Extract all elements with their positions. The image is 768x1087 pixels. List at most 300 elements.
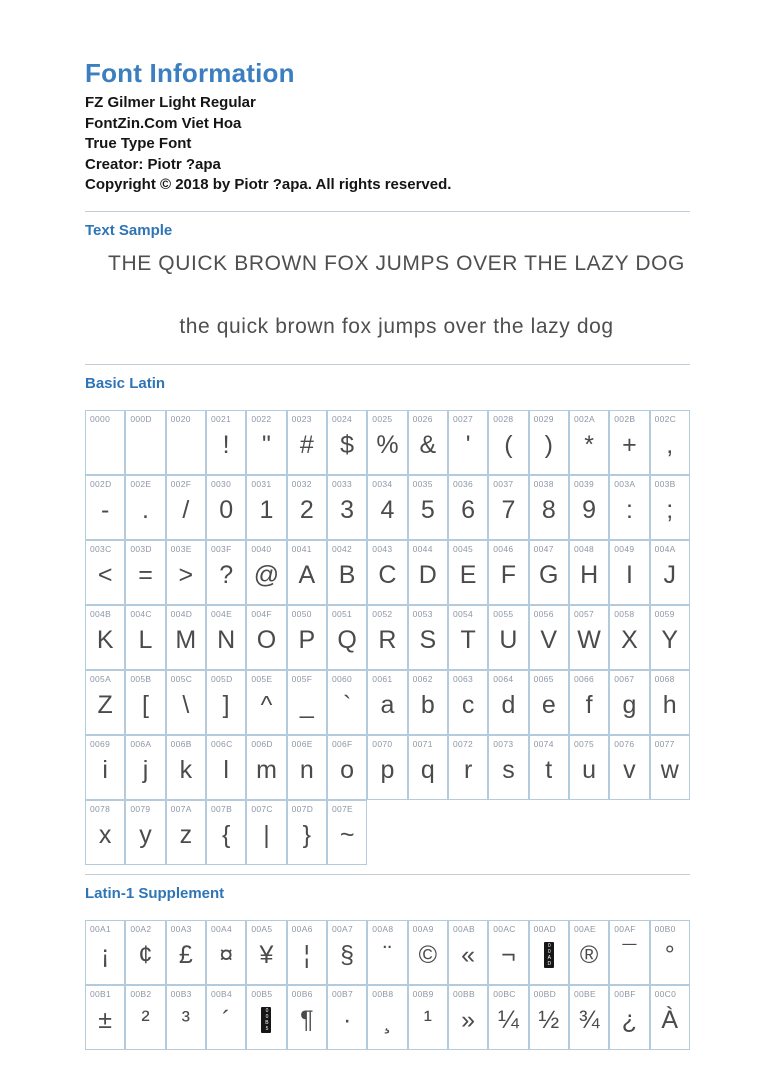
codepoint-label: 002B: [614, 413, 636, 424]
glyph-cell: [609, 985, 649, 1050]
glyph-cell: [569, 540, 609, 605]
glyph-cell: [287, 800, 327, 865]
glyph-cell: [327, 605, 367, 670]
glyph: ¿: [621, 1005, 638, 1034]
glyph: O: [256, 625, 277, 654]
glyph-cell: [569, 735, 609, 800]
glyph: H: [580, 560, 599, 589]
glyph: ~: [339, 820, 355, 849]
glyph-cell: [448, 985, 488, 1050]
codepoint-label: 0036: [452, 478, 474, 489]
glyph: ¸: [383, 1005, 392, 1034]
codepoint-label: 0055: [493, 608, 514, 619]
codepoint-label: 0040: [251, 543, 272, 554]
glyph: j: [142, 755, 149, 784]
codepoint-label: 0061: [372, 673, 393, 684]
glyph: J: [663, 560, 676, 589]
glyph-cell: [125, 735, 165, 800]
codepoint-label: 007E: [331, 803, 354, 814]
glyph: _: [299, 690, 314, 719]
codepoint-label: 0051: [331, 608, 353, 619]
codepoint-label: 0028: [493, 413, 514, 424]
glyph-cell: [206, 735, 246, 800]
codepoint-label: 007B: [210, 803, 233, 814]
glyph-cell: [166, 540, 206, 605]
glyph: ½: [538, 1005, 560, 1034]
glyph: ': [465, 430, 471, 459]
codepoint-label: 0047: [533, 543, 554, 554]
glyph-cell: [609, 735, 649, 800]
glyph-cell: [287, 475, 327, 540]
codepoint-label: 004F: [251, 608, 272, 619]
codepoint-label: 00A2: [130, 923, 152, 934]
glyph-cell: [488, 605, 528, 670]
glyph-cell: [529, 920, 569, 985]
section-heading: Text Sample: [85, 221, 173, 239]
codepoint-label: 00B3: [170, 988, 192, 999]
glyph-cell: [367, 985, 407, 1050]
codepoint-label: 006A: [130, 738, 152, 749]
codepoint-label: 002E: [130, 478, 152, 489]
glyph-cell: [488, 985, 528, 1050]
glyph-cell: [246, 670, 286, 735]
glyph: Q: [337, 625, 357, 654]
glyph: «: [461, 940, 476, 969]
glyph-cell: [529, 540, 569, 605]
codepoint-label: 0030: [210, 478, 232, 489]
font-creator: Creator: Piotr ?apa: [85, 155, 221, 173]
glyph-cell: [488, 920, 528, 985]
glyph: k: [179, 755, 193, 784]
glyph: c: [461, 690, 475, 719]
codepoint-label: 005A: [90, 673, 112, 684]
glyph: W: [577, 625, 601, 654]
table-row: [85, 475, 690, 540]
codepoint-label: 006D: [251, 738, 273, 749]
glyph-cell: [166, 475, 206, 540]
codepoint-label: 004E: [210, 608, 233, 619]
glyph-cell: [650, 735, 690, 800]
glyph: i: [102, 755, 108, 784]
glyph: ¢: [138, 940, 153, 969]
glyph-cell: [125, 920, 165, 985]
codepoint-label: 000D: [130, 413, 152, 424]
codepoint-label: 0050: [291, 608, 312, 619]
glyph: ): [544, 430, 553, 459]
glyph: ¬: [501, 940, 516, 969]
glyph: v: [623, 755, 636, 784]
glyph: L: [138, 625, 153, 654]
table-row: [85, 800, 690, 865]
codepoint-label: 004A: [654, 543, 676, 554]
glyph: S: [419, 625, 437, 654]
glyph: q: [420, 755, 435, 784]
glyph-cell: [246, 735, 286, 800]
glyph-cell: [650, 920, 690, 985]
glyph-cell: [206, 985, 246, 1050]
codepoint-label: 0037: [493, 478, 514, 489]
glyph-cell: [569, 605, 609, 670]
glyph-cell: [569, 475, 609, 540]
codepoint-label: 00A7: [331, 923, 354, 934]
latin1-supplement-section: [85, 886, 690, 1050]
glyph-cell: [287, 605, 327, 670]
glyph-cell: [529, 605, 569, 670]
glyph-cell: [488, 410, 528, 475]
glyph: ;: [666, 495, 674, 524]
missing-glyph-box: 00B5: [261, 1007, 271, 1033]
glyph-cell: [85, 800, 125, 865]
glyph: Y: [661, 625, 679, 654]
glyph-cell: [246, 540, 286, 605]
glyph: F: [500, 560, 517, 589]
glyph: <: [97, 560, 113, 589]
glyph: >: [178, 560, 194, 589]
glyph-cell: [488, 475, 528, 540]
table-row: [85, 540, 690, 605]
glyph-cell: [448, 735, 488, 800]
glyph-cell: [125, 410, 165, 475]
codepoint-label: 0074: [533, 738, 554, 749]
codepoint-label: 00B8: [372, 988, 394, 999]
glyph-cell: [529, 475, 569, 540]
glyph-cell: [85, 605, 125, 670]
glyph-cell: [408, 670, 448, 735]
glyph: !: [222, 430, 230, 459]
glyph: y: [139, 820, 152, 849]
codepoint-label: 0025: [372, 413, 393, 424]
codepoint-label: 00A4: [210, 923, 233, 934]
glyph-cell: [327, 475, 367, 540]
codepoint-label: 00AF: [614, 923, 636, 934]
glyph: .: [142, 495, 149, 524]
glyph-cell: [206, 920, 246, 985]
codepoint-label: 0000: [90, 413, 111, 424]
codepoint-label: 0052: [372, 608, 393, 619]
glyph: I: [625, 560, 633, 589]
divider: [85, 874, 690, 875]
glyph-cell: [287, 670, 327, 735]
glyph-cell: [609, 410, 649, 475]
glyph: G: [539, 560, 559, 589]
codepoint-label: 007D: [291, 803, 314, 814]
codepoint-label: 0044: [412, 543, 433, 554]
codepoint-label: 0077: [654, 738, 675, 749]
glyph-cell: [367, 605, 407, 670]
codepoint-label: 00B6: [291, 988, 313, 999]
glyph: P: [298, 625, 316, 654]
glyph: ¼: [498, 1005, 519, 1034]
glyph: A: [298, 560, 316, 589]
codepoint-label: 00C0: [654, 988, 677, 999]
glyph: d: [501, 690, 516, 719]
glyph: K: [96, 625, 114, 654]
glyph-table: [85, 410, 690, 865]
codepoint-label: 0063: [452, 673, 474, 684]
glyph: ¶: [300, 1005, 314, 1034]
codepoint-label: 006F: [331, 738, 353, 749]
codepoint-label: 00A9: [412, 923, 434, 934]
codepoint-label: 0022: [251, 413, 272, 424]
glyph: +: [622, 430, 637, 459]
codepoint-label: 0045: [452, 543, 474, 554]
glyph: 9: [582, 495, 597, 524]
codepoint-label: 003E: [170, 543, 192, 554]
codepoint-label: 0071: [412, 738, 433, 749]
glyph: 6: [461, 495, 476, 524]
glyph: U: [499, 625, 518, 654]
glyph-cell: [287, 540, 327, 605]
glyph-cell: [488, 540, 528, 605]
glyph-cell: [448, 605, 488, 670]
glyph-cell: [246, 475, 286, 540]
glyph: ]: [222, 690, 230, 719]
codepoint-label: 0068: [654, 673, 675, 684]
glyph-cell: [166, 800, 206, 865]
glyph-cell: [206, 670, 246, 735]
codepoint-label: 006B: [170, 738, 192, 749]
glyph: \: [182, 690, 190, 719]
codepoint-label: 0064: [493, 673, 514, 684]
glyph-cell: [529, 735, 569, 800]
glyph-cell: [246, 800, 286, 865]
glyph-cell: [166, 735, 206, 800]
codepoint-label: 00A8: [372, 923, 394, 934]
glyph-cell: [246, 920, 286, 985]
glyph: @: [253, 560, 280, 589]
glyph-cell: [609, 670, 649, 735]
glyph: =: [138, 560, 153, 589]
glyph-cell: [448, 670, 488, 735]
glyph-cell: [125, 800, 165, 865]
glyph: 1: [259, 495, 274, 524]
glyph-cell: [408, 920, 448, 985]
codepoint-label: 0065: [533, 673, 554, 684]
codepoint-label: 0043: [372, 543, 393, 554]
codepoint-label: 0049: [614, 543, 635, 554]
glyph: ,: [666, 430, 674, 459]
glyph-cell: [206, 475, 246, 540]
codepoint-label: 0053: [412, 608, 433, 619]
codepoint-label: 0026: [412, 413, 433, 424]
glyph: (: [504, 430, 513, 459]
glyph: §: [340, 940, 355, 969]
glyph: ¤: [219, 940, 234, 969]
glyph-cell: [650, 670, 690, 735]
glyph: $: [340, 430, 355, 459]
glyph: ¦: [303, 940, 311, 969]
glyph: l: [223, 755, 229, 784]
glyph: 0: [219, 495, 234, 524]
codepoint-label: 0035: [412, 478, 433, 489]
codepoint-label: 00A1: [90, 923, 112, 934]
glyph: 7: [501, 495, 516, 524]
glyph: [126, 427, 164, 474]
glyph-cell: [448, 410, 488, 475]
codepoint-label: 00B0: [654, 923, 676, 934]
glyph: Z: [97, 690, 113, 719]
codepoint-label: 0027: [452, 413, 474, 424]
glyph-cell: [569, 920, 609, 985]
codepoint-label: 0034: [372, 478, 393, 489]
glyph: b: [420, 690, 435, 719]
glyph-cell: [125, 985, 165, 1050]
codepoint-label: 0075: [573, 738, 595, 749]
glyph: ?: [219, 560, 234, 589]
codepoint-label: 0046: [493, 543, 514, 554]
codepoint-label: 00B2: [130, 988, 152, 999]
glyph: [247, 1002, 285, 1049]
glyph-cell: [609, 920, 649, 985]
glyph-cell: [166, 985, 206, 1050]
glyph: h: [662, 690, 677, 719]
glyph-cell: [448, 920, 488, 985]
font-type: True Type Font: [85, 135, 192, 153]
glyph: »: [461, 1005, 476, 1034]
glyph: ´: [221, 1005, 231, 1034]
codepoint-label: 002F: [170, 478, 192, 489]
glyph-cell: [287, 735, 327, 800]
glyph-cell: [85, 410, 125, 475]
codepoint-label: 00A3: [170, 923, 192, 934]
codepoint-label: 00B7: [331, 988, 354, 999]
glyph: s: [502, 755, 515, 784]
section-heading: Basic Latin: [85, 374, 166, 392]
codepoint-label: 00AE: [573, 923, 596, 934]
glyph-cell: [650, 605, 690, 670]
glyph-cell: [327, 410, 367, 475]
glyph-cell: [609, 540, 649, 605]
glyph: `: [342, 690, 352, 719]
glyph-cell: [327, 735, 367, 800]
codepoint-label: 002C: [654, 413, 677, 424]
glyph: [: [142, 690, 149, 719]
glyph: D: [418, 560, 437, 589]
glyph: :: [625, 495, 633, 524]
glyph-cell: [448, 475, 488, 540]
glyph-cell: [246, 985, 286, 1050]
table-row: [85, 670, 690, 735]
glyph: [86, 427, 124, 474]
codepoint-label: 0048: [573, 543, 595, 554]
codepoint-label: 0078: [90, 803, 111, 814]
codepoint-label: 0069: [90, 738, 111, 749]
glyph-cell: [125, 475, 165, 540]
glyph: ¾: [578, 1005, 600, 1034]
glyph: 2: [299, 495, 314, 524]
glyph: f: [585, 690, 593, 719]
glyph: m: [256, 755, 277, 784]
glyph: V: [540, 625, 558, 654]
sample-text-uppercase: THE QUICK BROWN FOX JUMPS OVER THE LAZY DOG: [108, 251, 685, 275]
codepoint-label: 005C: [170, 673, 193, 684]
glyph: r: [463, 755, 473, 784]
codepoint-label: 0029: [533, 413, 554, 424]
glyph-cell: [408, 475, 448, 540]
glyph: ¨: [383, 940, 392, 969]
glyph-cell: [569, 985, 609, 1050]
glyph-cell: [166, 670, 206, 735]
glyph: ©: [418, 940, 437, 969]
codepoint-label: 0059: [654, 608, 675, 619]
codepoint-label: 007A: [170, 803, 192, 814]
codepoint-label: 0072: [452, 738, 474, 749]
codepoint-label: 00B4: [210, 988, 233, 999]
glyph-cell: [85, 540, 125, 605]
codepoint-label: 005E: [251, 673, 273, 684]
glyph: *: [584, 430, 594, 459]
glyph-cell: [650, 540, 690, 605]
sample-text-lowercase: the quick brown fox jumps over the lazy dog: [179, 314, 614, 338]
glyph-cell: [650, 985, 690, 1050]
glyph-cell: [569, 410, 609, 475]
page-title: Font Information: [85, 58, 295, 88]
glyph-cell: [529, 670, 569, 735]
codepoint-label: 004D: [170, 608, 193, 619]
glyph-cell: [327, 985, 367, 1050]
glyph-cell: [327, 540, 367, 605]
codepoint-label: 0079: [130, 803, 151, 814]
glyph-cell: [327, 670, 367, 735]
codepoint-label: 0031: [251, 478, 272, 489]
codepoint-label: 0062: [412, 673, 433, 684]
glyph-cell: [408, 410, 448, 475]
glyph: ¡: [101, 940, 110, 969]
font-name: FZ Gilmer Light Regular: [85, 94, 256, 111]
codepoint-label: 0070: [372, 738, 393, 749]
glyph-cell: [246, 605, 286, 670]
glyph: w: [660, 755, 679, 784]
glyph: o: [340, 755, 355, 784]
glyph: ¯: [622, 940, 637, 969]
section-heading: Latin-1 Supplement: [85, 884, 225, 902]
glyph-cell: [367, 670, 407, 735]
codepoint-label: 0021: [210, 413, 232, 424]
glyph-cell: [529, 410, 569, 475]
codepoint-label: 0038: [533, 478, 554, 489]
glyph-cell: [166, 605, 206, 670]
glyph: ±: [98, 1005, 113, 1034]
glyph: ·: [342, 1005, 352, 1034]
glyph-cell: [206, 410, 246, 475]
glyph-cell: [650, 410, 690, 475]
glyph: g: [622, 690, 637, 719]
codepoint-label: 005B: [130, 673, 152, 684]
glyph-cell: [85, 670, 125, 735]
glyph-cell: [206, 540, 246, 605]
glyph-cell: [488, 735, 528, 800]
glyph-cell: [448, 540, 488, 605]
glyph-cell: [85, 985, 125, 1050]
glyph-cell: [125, 540, 165, 605]
glyph: °: [664, 940, 675, 969]
codepoint-label: 00B5: [251, 988, 273, 999]
glyph-cell: [287, 920, 327, 985]
glyph: n: [299, 755, 314, 784]
glyph-cell: [125, 605, 165, 670]
glyph: -: [101, 495, 110, 524]
glyph: t: [545, 755, 553, 784]
glyph: u: [582, 755, 597, 784]
glyph: 5: [420, 495, 435, 524]
glyph-cell: [206, 800, 246, 865]
codepoint-label: 003B: [654, 478, 676, 489]
divider: [85, 211, 690, 212]
glyph: 3: [340, 495, 355, 524]
glyph-cell: [327, 920, 367, 985]
codepoint-label: 00A6: [291, 923, 313, 934]
codepoint-label: 00AD: [533, 923, 557, 934]
